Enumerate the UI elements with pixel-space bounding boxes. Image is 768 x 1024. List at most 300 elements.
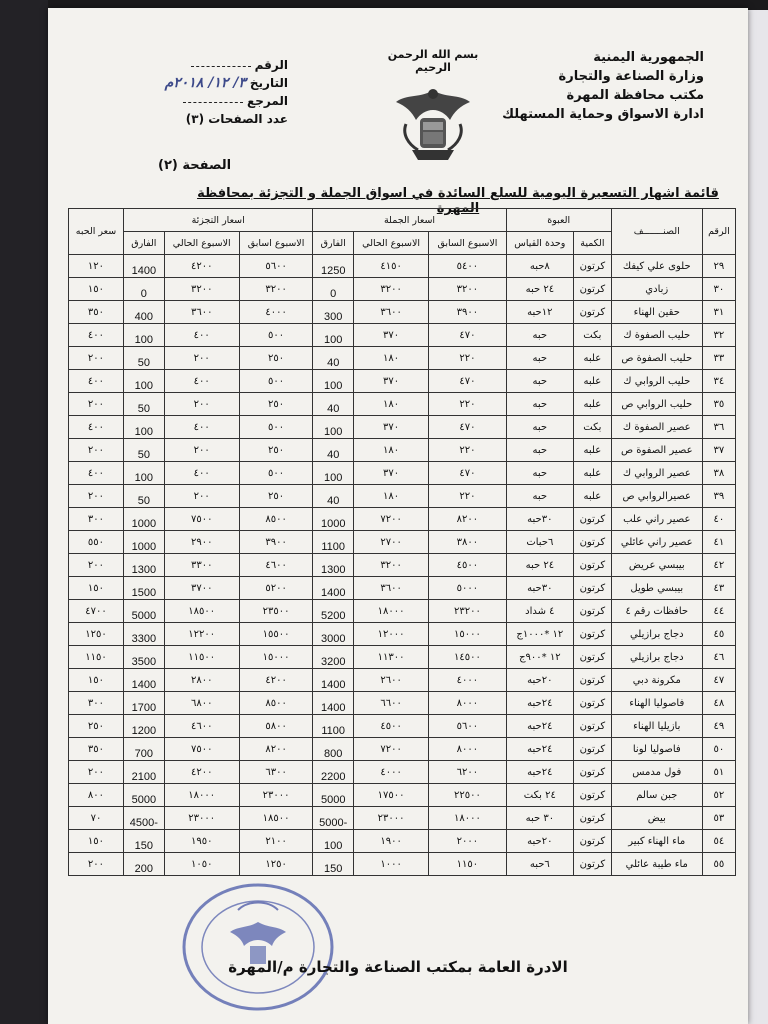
cell-wholesale-prev: ٦٢٠٠	[429, 761, 507, 784]
cell-item-name: عصير الصفوة ص	[611, 439, 702, 462]
cell-retail-current: ٦٨٠٠	[164, 692, 239, 715]
cell-quantity: كرتون	[574, 738, 612, 761]
table-row	[69, 393, 736, 416]
reference-block	[138, 56, 288, 128]
cell-item-name: عصير الصفوة ك	[611, 416, 702, 439]
cell-retail-prev: ٥٨٠٠	[239, 715, 313, 738]
cell-piece-price: ١٥٠	[69, 577, 124, 600]
cell-piece-price: ٤٠٠	[69, 462, 124, 485]
cell-retail-current: ١٠٥٠	[164, 853, 239, 876]
cell-wholesale-current: ١٨٠	[354, 485, 429, 508]
cell-quantity: كرتون	[574, 830, 612, 853]
cell-retail-current: ٤٦٠٠	[164, 715, 239, 738]
cell-retail-current: ٢٩٠٠	[164, 531, 239, 554]
table-row	[69, 508, 736, 531]
table-row	[69, 646, 736, 669]
cell-piece-price: ٣٥٠	[69, 738, 124, 761]
cell-item-name: عصير الروابي ك	[611, 462, 702, 485]
cell-wholesale-diff: 5000	[313, 784, 354, 807]
cell-retail-prev: ٨٥٠٠	[239, 508, 313, 531]
cell-wholesale-diff: 40	[313, 347, 354, 370]
cell-item-name: حلوى علي كيفك	[611, 255, 702, 278]
cell-retail-current: ٢٠٠	[164, 485, 239, 508]
cell-retail-diff: 2100	[123, 761, 164, 784]
cell-quantity: كرتون	[574, 715, 612, 738]
cell-quantity: بكت	[574, 324, 612, 347]
cell-retail-diff: 100	[123, 462, 164, 485]
cell-piece-price: ٣٥٠	[69, 301, 124, 324]
col-qty: الكمية	[574, 232, 612, 255]
issuer-line: وزارة الصناعة والتجارة	[558, 69, 704, 84]
table-row	[69, 807, 736, 830]
cell-retail-prev: ٢١٠٠	[239, 830, 313, 853]
cell-retail-prev: ٢٥٠	[239, 347, 313, 370]
cell-wholesale-current: ٢٦٠٠	[354, 669, 429, 692]
cell-row-number: ٥٤	[702, 830, 735, 853]
cell-piece-price: ١٥٠	[69, 278, 124, 301]
cell-piece-price: ٢٠٠	[69, 853, 124, 876]
cell-retail-diff: 150	[123, 830, 164, 853]
cell-wholesale-prev: ٢٢٥٠٠	[429, 784, 507, 807]
cell-unit: حبه	[506, 416, 573, 439]
cell-item-name: عصير راني علب	[611, 508, 702, 531]
cell-wholesale-diff: 100	[313, 416, 354, 439]
cell-wholesale-diff: 800	[313, 738, 354, 761]
cell-retail-prev: ٢٣٠٠٠	[239, 784, 313, 807]
cell-retail-current: ٣٣٠٠	[164, 554, 239, 577]
cell-retail-diff: 50	[123, 347, 164, 370]
cell-wholesale-current: ١٨٠	[354, 347, 429, 370]
cell-piece-price: ٤٠٠	[69, 324, 124, 347]
cell-wholesale-diff: 1300	[313, 554, 354, 577]
cell-retail-prev: ٢٥٠	[239, 439, 313, 462]
cell-row-number: ٥١	[702, 761, 735, 784]
table-row	[69, 531, 736, 554]
cell-row-number: ٥٢	[702, 784, 735, 807]
cell-retail-prev: ٥٠٠	[239, 324, 313, 347]
table-row	[69, 485, 736, 508]
col-wholesale-current: الاسبوع الحالي	[354, 232, 429, 255]
cell-row-number: ٤٩	[702, 715, 735, 738]
cell-quantity: علبه	[574, 347, 612, 370]
date-value: ٣/ ١٢/ ٢٠١٨م	[164, 75, 246, 91]
col-retail-current: الاسبوع الحالي	[164, 232, 239, 255]
cell-quantity: كرتون	[574, 255, 612, 278]
cell-retail-diff: 5000	[123, 600, 164, 623]
cell-row-number: ٤٦	[702, 646, 735, 669]
table-row	[69, 761, 736, 784]
cell-wholesale-current: ١٠٠٠	[354, 853, 429, 876]
col-packaging: العبوة	[506, 209, 611, 232]
issuer-block	[502, 48, 704, 124]
cell-item-name: حليب الصفوة ك	[611, 324, 702, 347]
cell-piece-price: ٧٠	[69, 807, 124, 830]
cell-wholesale-prev: ٣٨٠٠	[429, 531, 507, 554]
cell-wholesale-prev: ٨٠٠٠	[429, 738, 507, 761]
cell-wholesale-prev: ١٥٠٠٠	[429, 623, 507, 646]
cell-retail-diff: 100	[123, 370, 164, 393]
cell-retail-prev: ٥٦٠٠	[239, 255, 313, 278]
cell-retail-prev: ١٥٥٠٠	[239, 623, 313, 646]
cell-wholesale-current: ٣٢٠٠	[354, 278, 429, 301]
cell-row-number: ٣١	[702, 301, 735, 324]
cell-retail-prev: ٣٩٠٠	[239, 531, 313, 554]
cell-retail-current: ٤٠٠	[164, 324, 239, 347]
cell-item-name: جبن سالم	[611, 784, 702, 807]
table-row	[69, 324, 736, 347]
cell-retail-diff: 3300	[123, 623, 164, 646]
cell-wholesale-current: ٣٧٠	[354, 370, 429, 393]
ref-blank	[191, 56, 251, 67]
col-wholesale: اسعار الجملة	[313, 209, 506, 232]
cell-retail-current: ٢٣٠٠٠	[164, 807, 239, 830]
cell-item-name: دجاج برازيلي	[611, 646, 702, 669]
cell-unit: ٤ شداد	[506, 600, 573, 623]
cell-piece-price: ٣٠٠	[69, 508, 124, 531]
cell-wholesale-prev: ٤٥٠٠	[429, 554, 507, 577]
cell-wholesale-current: ٧٢٠٠	[354, 508, 429, 531]
official-stamp-icon	[178, 880, 338, 1015]
cell-item-name: فول مدمس	[611, 761, 702, 784]
issuer-line: مكتب محافظة المهرة	[566, 88, 704, 103]
col-retail-prev: الاسبوع اسابق	[239, 232, 313, 255]
cell-row-number: ٤٧	[702, 669, 735, 692]
cell-quantity: علبه	[574, 462, 612, 485]
col-item: الصنـــــــف	[611, 209, 702, 255]
cell-retail-prev: ٢٣٥٠٠	[239, 600, 313, 623]
cell-retail-prev: ٥٠٠	[239, 416, 313, 439]
cell-quantity: كرتون	[574, 669, 612, 692]
cell-wholesale-current: ٤١٥٠	[354, 255, 429, 278]
cell-unit: ٣٠حبه	[506, 508, 573, 531]
cell-retail-prev: ٥٢٠٠	[239, 577, 313, 600]
cell-wholesale-diff: 3000	[313, 623, 354, 646]
cell-retail-current: ١٨٠٠٠	[164, 784, 239, 807]
cell-retail-prev: ٢٥٠	[239, 485, 313, 508]
cell-row-number: ٣٣	[702, 347, 735, 370]
table-row	[69, 830, 736, 853]
cell-wholesale-prev: ٢٢٠	[429, 347, 507, 370]
col-piece-price: سعر الحبه	[69, 209, 124, 255]
cell-piece-price: ٤٠٠	[69, 416, 124, 439]
cell-retail-diff: 0	[123, 278, 164, 301]
cell-retail-current: ٧٥٠٠	[164, 508, 239, 531]
reference-label: المرجع	[247, 94, 288, 108]
cell-wholesale-current: ٣٢٠٠	[354, 554, 429, 577]
cell-unit: حبه	[506, 439, 573, 462]
cell-item-name: بيض	[611, 807, 702, 830]
cell-retail-diff: 1700	[123, 692, 164, 715]
table-row	[69, 669, 736, 692]
cell-quantity: كرتون	[574, 508, 612, 531]
cell-unit: حبه	[506, 393, 573, 416]
cell-retail-current: ٣٢٠٠	[164, 278, 239, 301]
cell-wholesale-current: ٢٣٠٠٠	[354, 807, 429, 830]
cell-row-number: ٤٨	[702, 692, 735, 715]
cell-wholesale-diff: 40	[313, 485, 354, 508]
cell-wholesale-prev: ٤٠٠٠	[429, 669, 507, 692]
basmala: بسم الله الرحمن الرحيم	[387, 48, 479, 74]
col-unit: وحدة القياس	[506, 232, 573, 255]
cell-retail-diff: 5000	[123, 784, 164, 807]
cell-wholesale-current: ٤٠٠٠	[354, 761, 429, 784]
footer-signature: الادرة العامة بمكتب الصناعة والتجارة م/المهرة	[228, 958, 568, 976]
cell-retail-current: ٧٥٠٠	[164, 738, 239, 761]
cell-unit: ٢٤ حبه	[506, 278, 573, 301]
table-row	[69, 577, 736, 600]
cell-unit: ١٢حبه	[506, 301, 573, 324]
cell-piece-price: ٥٥٠	[69, 531, 124, 554]
table-row	[69, 853, 736, 876]
cell-retail-prev: ٢٥٠	[239, 393, 313, 416]
cell-quantity: كرتون	[574, 646, 612, 669]
table-row	[69, 439, 736, 462]
cell-piece-price: ٤٧٠٠	[69, 600, 124, 623]
cell-quantity: كرتون	[574, 577, 612, 600]
cell-unit: ٢٤ حبه	[506, 554, 573, 577]
table-row	[69, 370, 736, 393]
cell-wholesale-prev: ١٨٠٠٠	[429, 807, 507, 830]
cell-piece-price: ٣٠٠	[69, 692, 124, 715]
cell-wholesale-prev: ٤٧٠	[429, 370, 507, 393]
cell-retail-prev: ٨٥٠٠	[239, 692, 313, 715]
cell-row-number: ٥٥	[702, 853, 735, 876]
cell-unit: ٣٠ حبه	[506, 807, 573, 830]
cell-wholesale-current: ٣٦٠٠	[354, 301, 429, 324]
table-row	[69, 600, 736, 623]
price-table	[68, 208, 736, 876]
cell-unit: ٢٠حبه	[506, 669, 573, 692]
cell-unit: حبه	[506, 462, 573, 485]
cell-item-name: فاصوليا الهناء	[611, 692, 702, 715]
cell-unit: ٢٤ بكت	[506, 784, 573, 807]
cell-unit: ٨حبه	[506, 255, 573, 278]
cell-retail-prev: ٦٣٠٠	[239, 761, 313, 784]
cell-unit: ٢٤حبه	[506, 738, 573, 761]
cell-piece-price: ٢٠٠	[69, 393, 124, 416]
photo-background	[0, 0, 48, 1024]
cell-row-number: ٣٢	[702, 324, 735, 347]
cell-quantity: كرتون	[574, 301, 612, 324]
cell-wholesale-prev: ٤٧٠	[429, 462, 507, 485]
cell-wholesale-current: ١٢٠٠٠	[354, 623, 429, 646]
cell-retail-current: ٤٢٠٠	[164, 761, 239, 784]
cell-unit: حبه	[506, 347, 573, 370]
cell-retail-diff: 1000	[123, 508, 164, 531]
cell-wholesale-diff: 1000	[313, 508, 354, 531]
pages-count: عدد الصفحات (٣)	[185, 112, 288, 126]
cell-item-name: ماء طيبة عائلي	[611, 853, 702, 876]
cell-retail-diff: 3500	[123, 646, 164, 669]
cell-quantity: كرتون	[574, 692, 612, 715]
cell-row-number: ٣٩	[702, 485, 735, 508]
cell-item-name: بازيليا الهناء	[611, 715, 702, 738]
cell-unit: ٦حبه	[506, 853, 573, 876]
cell-wholesale-prev: ٢٠٠٠	[429, 830, 507, 853]
cell-item-name: حقين الهناء	[611, 301, 702, 324]
cell-piece-price: ١٢٥٠	[69, 623, 124, 646]
cell-unit: حبه	[506, 370, 573, 393]
cell-piece-price: ٤٠٠	[69, 370, 124, 393]
cell-wholesale-prev: ٨٠٠٠	[429, 692, 507, 715]
cell-item-name: عصير راني عائلي	[611, 531, 702, 554]
cell-row-number: ٤٠	[702, 508, 735, 531]
cell-item-name: دجاج برازيلي	[611, 623, 702, 646]
cell-piece-price: ٢٥٠	[69, 715, 124, 738]
cell-item-name: ماء الهناء كبير	[611, 830, 702, 853]
cell-row-number: ٣٥	[702, 393, 735, 416]
cell-retail-current: ١١٥٠٠	[164, 646, 239, 669]
cell-quantity: كرتون	[574, 807, 612, 830]
document-sheet	[48, 8, 748, 1024]
cell-wholesale-diff: 100	[313, 370, 354, 393]
cell-wholesale-diff: -5000	[313, 807, 354, 830]
cell-row-number: ٣٧	[702, 439, 735, 462]
cell-retail-diff: 1400	[123, 255, 164, 278]
cell-wholesale-diff: 1250	[313, 255, 354, 278]
cell-retail-prev: ٨٢٠٠	[239, 738, 313, 761]
cell-retail-current: ٤٠٠	[164, 416, 239, 439]
cell-wholesale-diff: 100	[313, 324, 354, 347]
cell-wholesale-prev: ٤٧٠	[429, 324, 507, 347]
cell-retail-prev: ٤٦٠٠	[239, 554, 313, 577]
cell-wholesale-prev: ٥٤٠٠	[429, 255, 507, 278]
cell-wholesale-current: ١٩٠٠	[354, 830, 429, 853]
cell-wholesale-diff: 40	[313, 439, 354, 462]
cell-retail-current: ٣٧٠٠	[164, 577, 239, 600]
table-row	[69, 347, 736, 370]
cell-retail-current: ٤٠٠	[164, 462, 239, 485]
table-row	[69, 692, 736, 715]
cell-wholesale-current: ١٨٠	[354, 393, 429, 416]
cell-quantity: كرتون	[574, 853, 612, 876]
cell-wholesale-current: ٧٢٠٠	[354, 738, 429, 761]
cell-wholesale-prev: ٢٣٢٠٠	[429, 600, 507, 623]
cell-unit: ٢٤حبه	[506, 715, 573, 738]
cell-piece-price: ٢٠٠	[69, 554, 124, 577]
cell-retail-diff: 700	[123, 738, 164, 761]
cell-wholesale-current: ٣٧٠	[354, 324, 429, 347]
cell-unit: ٣٠حبه	[506, 577, 573, 600]
cell-row-number: ٤٣	[702, 577, 735, 600]
cell-piece-price: ١٢٠	[69, 255, 124, 278]
cell-row-number: ٣٦	[702, 416, 735, 439]
issuer-line: الجمهورية اليمنية	[593, 50, 704, 65]
cell-wholesale-current: ١١٣٠٠	[354, 646, 429, 669]
cell-retail-diff: 50	[123, 485, 164, 508]
cell-wholesale-prev: ٤٧٠	[429, 416, 507, 439]
cell-wholesale-current: ٤٥٠٠	[354, 715, 429, 738]
cell-row-number: ٤٥	[702, 623, 735, 646]
cell-quantity: كرتون	[574, 531, 612, 554]
cell-retail-prev: ٥٠٠	[239, 462, 313, 485]
cell-wholesale-diff: 0	[313, 278, 354, 301]
cell-retail-diff: 100	[123, 324, 164, 347]
col-wholesale-diff: الفارق	[313, 232, 354, 255]
background-paper	[746, 10, 768, 1024]
cell-wholesale-prev: ١٤٥٠٠	[429, 646, 507, 669]
col-num: الرقم	[702, 209, 735, 255]
table-row	[69, 784, 736, 807]
cell-retail-current: ١٩٥٠	[164, 830, 239, 853]
cell-quantity: كرتون	[574, 554, 612, 577]
cell-retail-current: ٤٠٠	[164, 370, 239, 393]
cell-item-name: بيبسي عريض	[611, 554, 702, 577]
cell-wholesale-diff: 100	[313, 462, 354, 485]
cell-unit: حبه	[506, 485, 573, 508]
cell-retail-diff: 50	[123, 393, 164, 416]
table-row	[69, 715, 736, 738]
cell-piece-price: ١١٥٠	[69, 646, 124, 669]
cell-wholesale-diff: 1400	[313, 669, 354, 692]
cell-wholesale-diff: 1400	[313, 577, 354, 600]
cell-retail-current: ٢٠٠	[164, 439, 239, 462]
cell-row-number: ٣٤	[702, 370, 735, 393]
cell-wholesale-current: ١٧٥٠٠	[354, 784, 429, 807]
cell-wholesale-diff: 150	[313, 853, 354, 876]
cell-unit: ٢٤حبه	[506, 692, 573, 715]
cell-wholesale-current: ٣٦٠٠	[354, 577, 429, 600]
cell-item-name: مكرونة دبي	[611, 669, 702, 692]
cell-wholesale-prev: ٢٢٠	[429, 439, 507, 462]
cell-retail-current: ٢٨٠٠	[164, 669, 239, 692]
cell-wholesale-diff: 5200	[313, 600, 354, 623]
cell-wholesale-diff: 40	[313, 393, 354, 416]
cell-row-number: ٣٨	[702, 462, 735, 485]
cell-quantity: كرتون	[574, 623, 612, 646]
cell-retail-diff: 1000	[123, 531, 164, 554]
col-wholesale-prev: الاسبوع السابق	[429, 232, 507, 255]
cell-unit: ٢٤حبه	[506, 761, 573, 784]
cell-retail-prev: ٤٠٠٠	[239, 301, 313, 324]
cell-wholesale-prev: ٣٢٠٠	[429, 278, 507, 301]
cell-item-name: زبادي	[611, 278, 702, 301]
cell-wholesale-prev: ٥٦٠٠	[429, 715, 507, 738]
table-row	[69, 738, 736, 761]
cell-retail-current: ٢٠٠	[164, 347, 239, 370]
table-row	[69, 416, 736, 439]
cell-row-number: ٤٢	[702, 554, 735, 577]
cell-quantity: علبه	[574, 393, 612, 416]
cell-retail-diff: 1400	[123, 669, 164, 692]
cell-item-name: بيبسي طويل	[611, 577, 702, 600]
cell-piece-price: ٢٠٠	[69, 485, 124, 508]
cell-retail-diff: 1300	[123, 554, 164, 577]
cell-retail-diff: 1500	[123, 577, 164, 600]
letterhead-center	[368, 48, 498, 172]
cell-quantity: كرتون	[574, 278, 612, 301]
cell-retail-current: ١٢٢٠٠	[164, 623, 239, 646]
document-title: قائمة اشهار التسعيرة اليومية للسلع السائدة في اسواق الجملة و التجزئة بمحافظة المهرة	[197, 186, 719, 216]
table-row	[69, 278, 736, 301]
cell-retail-current: ٢٠٠	[164, 393, 239, 416]
table-row	[69, 301, 736, 324]
cell-retail-diff: -4500	[123, 807, 164, 830]
cell-unit: حبه	[506, 324, 573, 347]
cell-wholesale-current: ٦٦٠٠	[354, 692, 429, 715]
cell-row-number: ٢٩	[702, 255, 735, 278]
cell-wholesale-diff: 3200	[313, 646, 354, 669]
cell-wholesale-prev: ٥٠٠٠	[429, 577, 507, 600]
cell-piece-price: ١٥٠	[69, 669, 124, 692]
cell-unit: ١٢ *٩٠٠ج	[506, 646, 573, 669]
cell-row-number: ٤٤	[702, 600, 735, 623]
col-retail: اسعار التجزئة	[123, 209, 312, 232]
cell-wholesale-prev: ٨٢٠٠	[429, 508, 507, 531]
cell-wholesale-prev: ٢٢٠	[429, 393, 507, 416]
cell-retail-diff: 100	[123, 416, 164, 439]
cell-quantity: علبه	[574, 370, 612, 393]
